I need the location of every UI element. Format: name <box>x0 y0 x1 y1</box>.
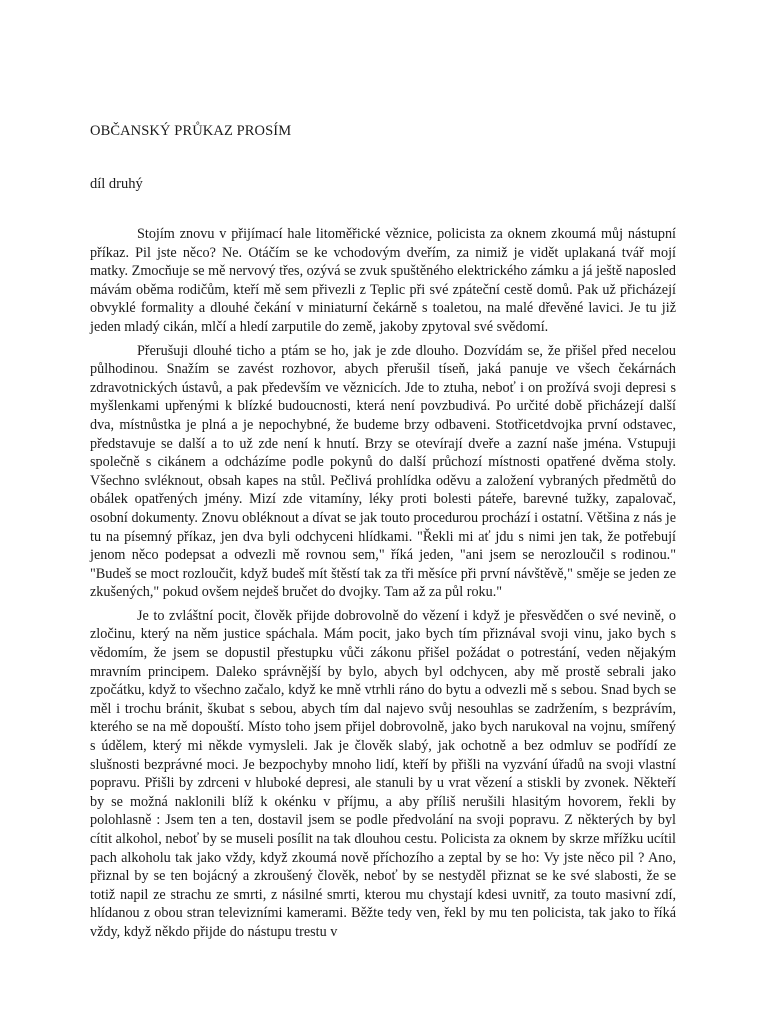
paragraph-1: Stojím znovu v přijímací hale litoměřické věznice, policista za oknem zkoumá můj nástupní příkaz. Pil jste něco? Ne. Otáčím se ke vchodovým dveřím, za nimiž je vidět uplakaná tvář mojí matky. Zmocňuje se mě nervový třes, ozývá se zvuk spuštěného elektrického zámku a já ještě naposled mávám oběma rodičům, kteří mě sem přivezli z Teplic při své zpáteční cestě domů. Pak už přicházejí obvyklé formality a dlouhé čekání v miniaturní čekárně s toaletou, na malé dřevěné lavici. Je tu již jeden mladý cikán, mlčí a hledí zarputile do země, jakoby zpytoval své svědomí. <box>90 226 676 335</box>
document-subtitle: díl druhý <box>90 176 143 192</box>
paragraph-3: Je to zvláštní pocit, člověk přijde dobrovolně do vězení i když je přesvědčen o své nevině, o zločinu, který na něm justice spáchala. Mám pocit, jako bych tím přiznával svoji vinu, jako bych s vědomím, že jsem se dopustil přestupku vůči zákonu přišel požádat o potrestání, veden nějakým mravním principem. Daleko správnější by bylo, abych byl odchycen, aby mě prostě sebrali jako zpočátku, když to všechno začalo, když ke mně vtrhli ráno do bytu a odvezli mě s sebou. Snad bych se měl i trochu bránit, škubat s sebou, abych tím dal najevo svůj nesouhlas se zadržením, s bezprávím, kterého se na mě dopouští. Místo toho jsem přijel dobrovolně, jako bych narukoval na vojnu, smířený s údělem, který mi někde vymysleli. Jak je člověk slabý, jak ochotně a bez odmluv se podřídí ze slušnosti bezprávné moci. Je bezpochyby mnoho lidí, kteří by přišli na vyzvání úřadů na svoji vlastní popravu. Přišli by zdrceni v hluboké depresi, ale stanuli by u vrat vězení a stiskli by zvonek. Někteří by se možná naklonili blíž k okénku v příjmu, a aby příliš nerušili hlasitým hovorem, řekli by polohlasně : Jsem ten a ten, dostavil jsem se podle předvolání na svoji popravu. Z některých by byl cítit alkohol, neboť by se museli posílit na tak dlouhou cestu. Policista za oknem by skrze mřížku ucítil pach alkoholu tak jako vždy, když zkoumá nově příchozího a zeptal by se ho: Vy jste něco pil ? Ano, přiznal by se ten bojácný a zkroušený člověk, neboť by se nestyděl přiznat se ke své slabosti, že se totiž napil ze strachu ze smrti, z násilné smrti, kterou mu chystají kdesi uvnitř, za touto masivní zdí, hlídanou z obou stran televizními kamerami. Běžte tedy ven, řekl by mu ten policista, tak jako to říká vždy, když někdo přijde do nástupu trestu v <box>90 607 676 940</box>
document-body <box>90 225 676 947</box>
paragraph-2: Přerušuji dlouhé ticho a ptám se ho, jak je zde dlouho. Dozvídám se, že přišel před necelou půlhodinou. Snažím se zavést rozhovor, abych přerušil tíseň, jaká panuje ve všech čekárnách zdravotnických ústavů, a pak především ve věznicích. Jde to ztuha, neboť i on prožívá svoji depresi s myšlenkami upřenými k blízké budoucnosti, která není povzbudivá. Po určité době přicházejí další dva, místnůstka je plná a je nepochybné, že budeme brzy odbaveni. Stotřicetdvojka první odstavec, představuje se další a to už zde není k hnutí. Brzy se otevírají dveře a zazní naše jména. Vstupuji společně s cikánem a odcházíme podle pokynů do další průchozí místnosti opatřené dvěma stoly. Všechno svléknout, obsah kapes na stůl. Pečlivá prohlídka oděvu a založení vybraných předmětů do obálek opatřených jmény. Mizí zde vitamíny, léky proti bolesti páteře, barevné tužky, zapalovač, osobní dokumenty. Znovu obléknout a dívat se jak touto procedurou prochází i ostatní. Většina z nás je tu na písemný příkaz, jen dva byli odchyceni hlídkami. "Řekli mi ať jdu s nimi jen tak, že potřebují jenom něco podepsat a odvezli mě rovnou sem," říká jeden, "ani jsem se nerozloučil s rodinou." "Budeš se moct rozloučit, když budeš mít štěstí tak za tři měsíce při první návštěvě," směje se jeden ze zkušených," pokud ovšem nejdeš bručet do dvojky. Tam až za půl roku." <box>90 342 676 601</box>
document-title: OBČANSKÝ PRŮKAZ PROSÍM <box>90 123 292 139</box>
